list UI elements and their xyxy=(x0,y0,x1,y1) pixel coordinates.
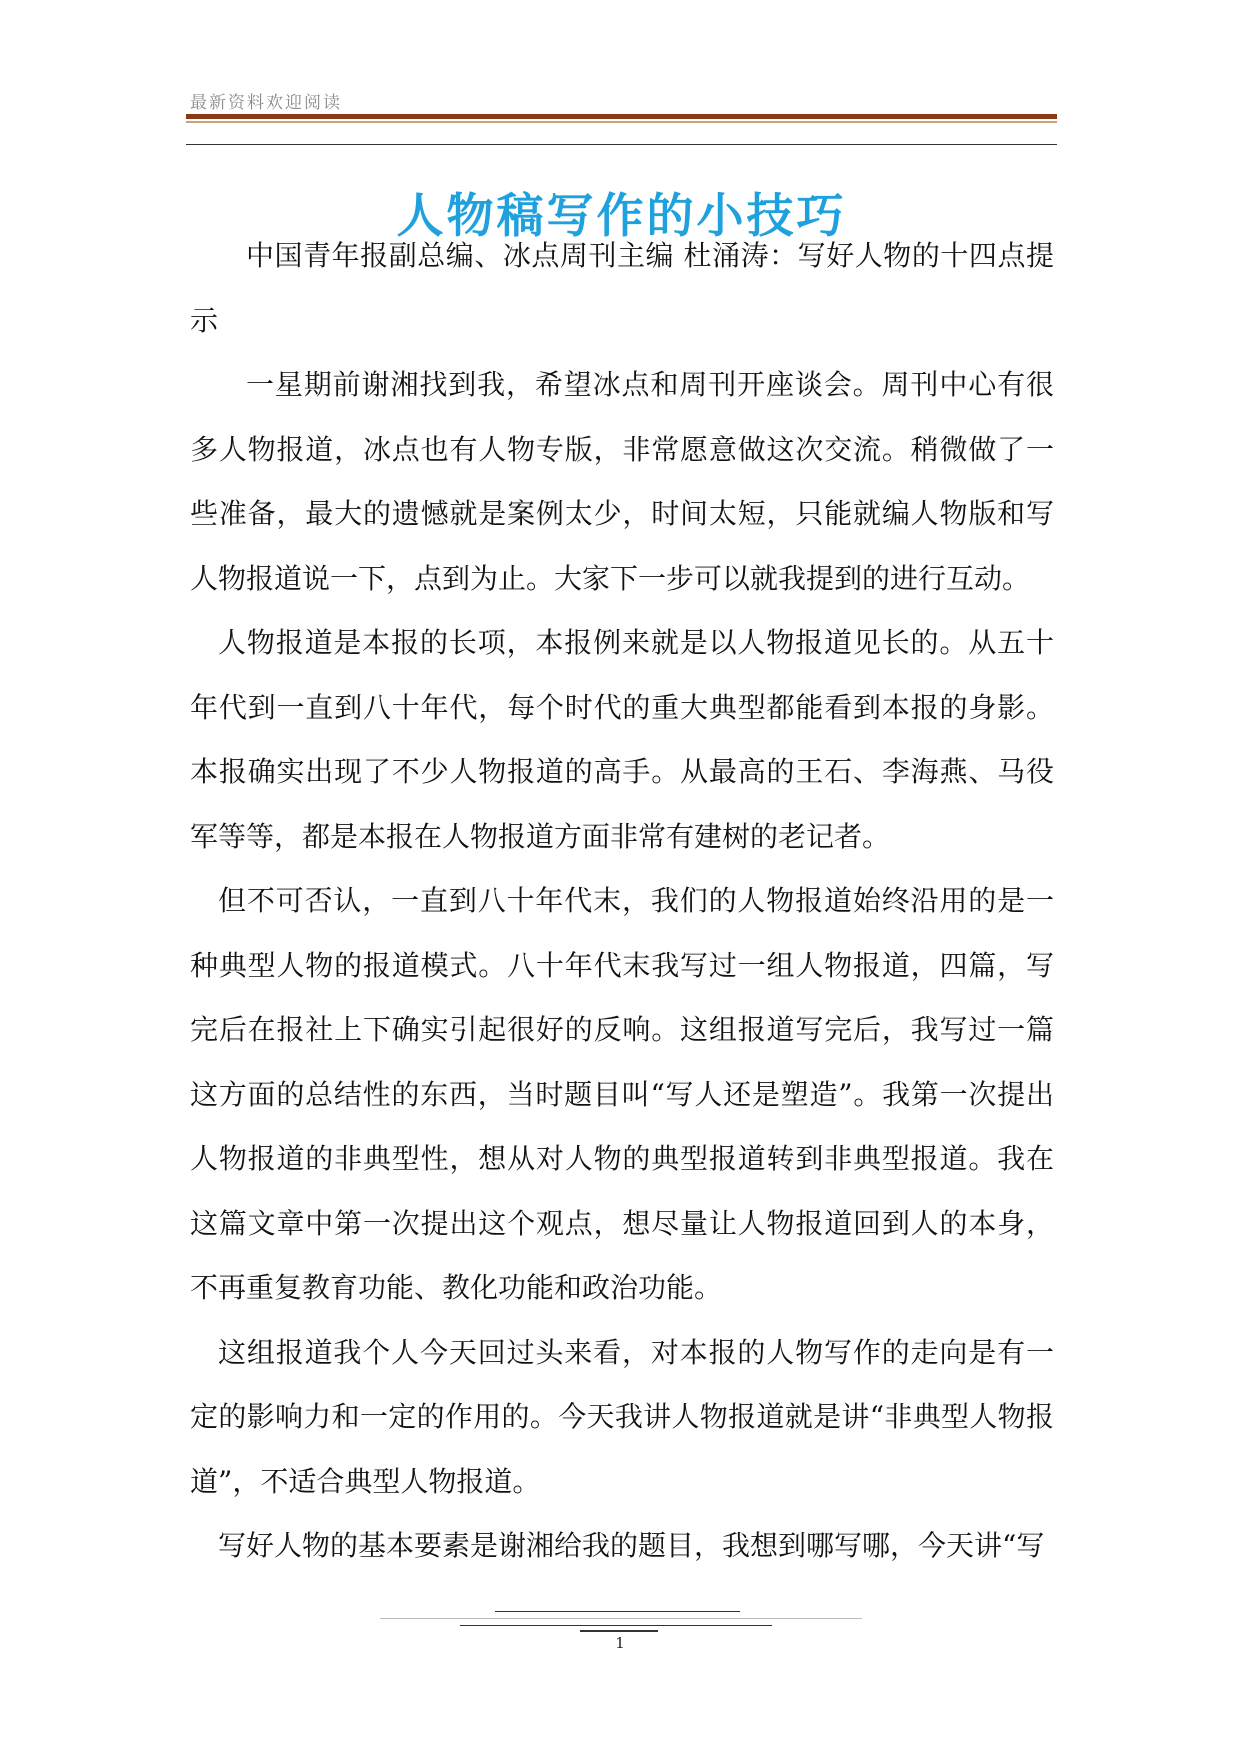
footer-rule xyxy=(380,1618,862,1619)
header-rule-thick xyxy=(186,114,1057,119)
paragraph: 这组报道我个人今天回过头来看，对本报的人物写作的走向是有一定的影响力和一定的作用的。今天我讲人物报道就是讲“非典型人物报道”，不适合典型人物报道。 xyxy=(190,1335,1054,1498)
paragraph: 但不可否认，一直到八十年代末，我们的人物报道始终沿用的是一种典型人物的报道模式。八十年代末我写过一组人物报道，四篇，写完后在报社上下确实引起很好的反响。这组报道写完后，我写过一篇这方面的总结性的东西，当时题目叫“写人还是塑造”。我第一次提出人物报道的非典型性，想从对人物的典型报道转到非典型报道。我在这篇文章中第一次提出这个观点，想尽量让人物报道回到人的本身，不再重复教育功能、教化功能和政治功能。 xyxy=(190,884,1054,1304)
header-text: 最新资料欢迎阅读 xyxy=(190,93,342,113)
document-body xyxy=(190,224,1054,1579)
paragraph: 一星期前谢湘找到我，希望冰点和周刊开座谈会。周刊中心有很多人物报道，冰点也有人物专版，非常愿意做这次交流。稍微做了一些准备，最大的遗憾就是案例太少，时间太短，只能就编人物版和写人物报道说一下，点到为止。大家下一步可以就我提到的进行互动。 xyxy=(190,368,1054,595)
header-rule-mid xyxy=(186,121,1057,123)
footer-rule xyxy=(460,1625,772,1626)
paragraph-intro: 中国青年报副总编、冰点周刊主编 杜涌涛：写好人物的十四点提示 xyxy=(190,239,1054,337)
paragraph: 写好人物的基本要素是谢湘给我的题目，我想到哪写哪，今天讲“写 xyxy=(218,1529,1045,1562)
page-number: 1 xyxy=(615,1634,625,1652)
header-rule-thin xyxy=(186,144,1057,145)
footer-rule xyxy=(580,1630,658,1632)
document-title: 人物稿写作的小技巧 xyxy=(396,189,847,245)
paragraph: 人物报道是本报的长项，本报例来就是以人物报道见长的。从五十年代到一直到八十年代，每个时代的重大典型都能看到本报的身影。本报确实出现了不少人物报道的高手。从最高的王石、李海燕、马役军等等，都是本报在人物报道方面非常有建树的老记者。 xyxy=(190,626,1054,853)
footer-rule xyxy=(495,1611,740,1612)
